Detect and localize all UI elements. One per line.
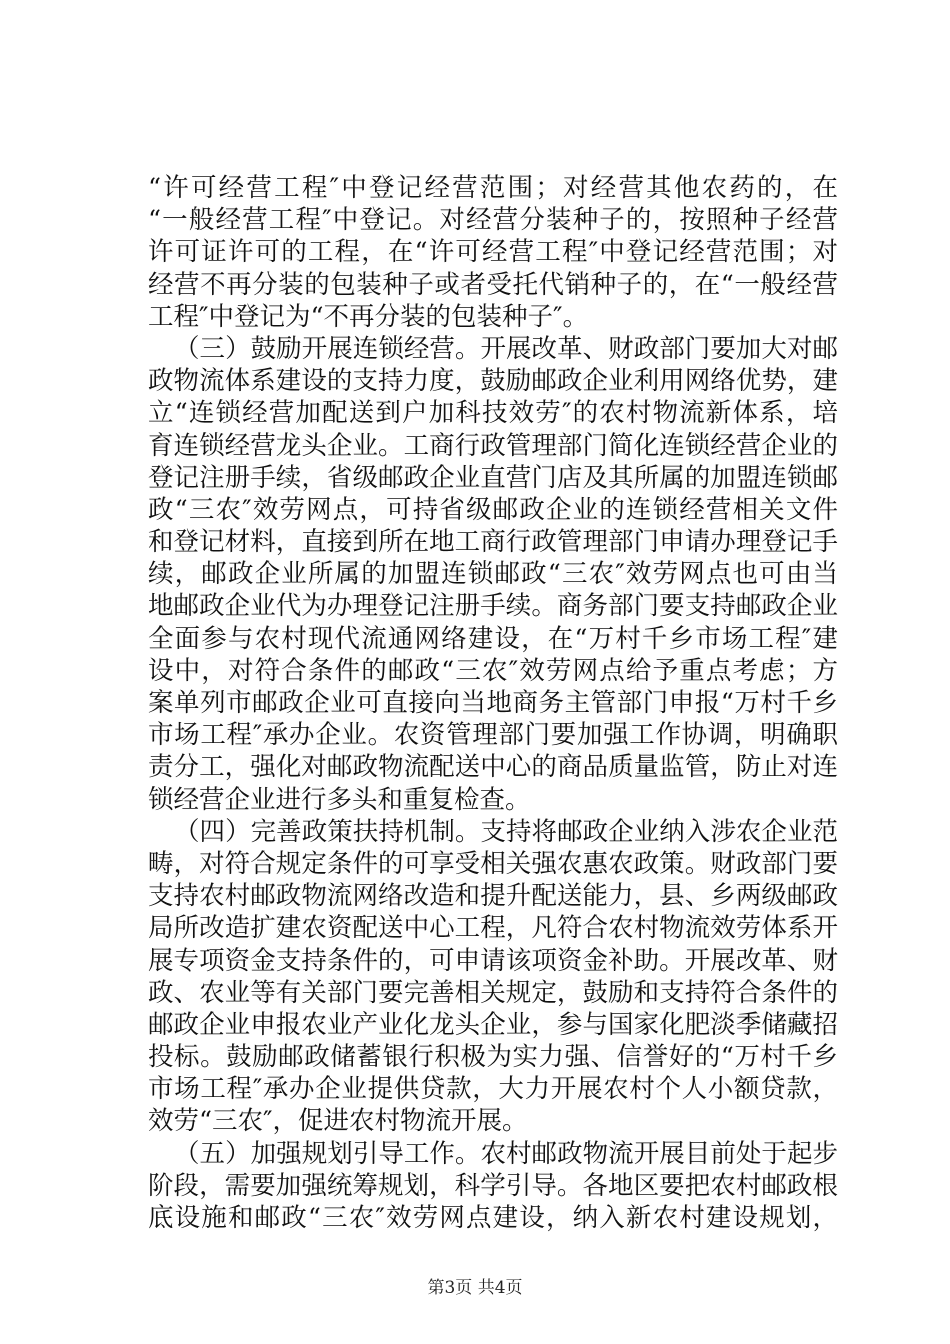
text-line: 锁经营企业进行多头和重复检查。 xyxy=(148,784,531,815)
text-line: 经营不再分装的包装种子或者受托代销种子的，在“一般经营 xyxy=(148,269,838,300)
text-line: 投标。鼓励邮政储蓄银行积极为实力强、信誉好的“万村千乡 xyxy=(148,1042,838,1073)
text-line: 政、农业等有关部门要完善相关规定，鼓励和支持符合条件的 xyxy=(148,977,838,1008)
text-line: 底设施和邮政“三农″效劳网点建设，纳入新农村建设规划， xyxy=(148,1203,838,1233)
text-line: 支持农村邮政物流网络改造和提升配送能力，县、乡两级邮政 xyxy=(148,881,838,912)
text-line: 市场工程″承办企业。农资管理部门要加强工作协调，明确职 xyxy=(148,720,838,751)
text-line: 和登记材料，直接到所在地工商行政管理部门申请办理登记手 xyxy=(148,527,838,558)
paragraph-heading-line: （四）完善政策扶持机制。支持将邮政企业纳入涉农企业范 xyxy=(174,816,838,847)
text-line: 阶段，需要加强统筹规划，科学引导。各地区要把农村邮政根 xyxy=(148,1170,838,1201)
paragraph-heading-line: （三）鼓励开展连锁经营。开展改革、财政部门要加大对邮 xyxy=(174,333,838,364)
text-line: 设中，对符合条件的邮政“三农″效劳网点给予重点考虑；方 xyxy=(148,655,838,686)
text-line: 育连锁经营龙头企业。工商行政管理部门简化连锁经营企业的 xyxy=(148,430,838,461)
document-body xyxy=(148,172,838,1234)
text-line: “许可经营工程″中登记经营范围；对经营其他农药的，在 xyxy=(148,173,838,203)
text-line: 工程″中登记为“不再分装的包装种子″。 xyxy=(148,301,589,332)
text-line: 地邮政企业代为办理登记注册手续。商务部门要支持邮政企业 xyxy=(148,591,838,622)
text-line: 政物流体系建设的支持力度，鼓励邮政企业利用网络优势，建 xyxy=(148,366,838,397)
text-line: 案单列市邮政企业可直接向当地商务主管部门申报“万村千乡 xyxy=(148,688,838,718)
text-line: 责分工，强化对邮政物流配送中心的商品质量监管，防止对连 xyxy=(148,752,838,783)
text-line: 立“连锁经营加配送到户加科技效劳″的农村物流新体系，培 xyxy=(148,398,838,429)
text-line: 效劳“三农″，促进农村物流开展。 xyxy=(148,1106,528,1137)
text-line: “一般经营工程″中登记。对经营分装种子的，按照种子经营 xyxy=(148,205,838,236)
text-line: 邮政企业申报农业产业化龙头企业，参与国家化肥淡季储藏招 xyxy=(148,1009,838,1040)
text-line: 政“三农″效劳网点，可持省级邮政企业的连锁经营相关文件 xyxy=(148,494,838,525)
text-line: 市场工程″承办企业提供贷款，大力开展农村个人小额贷款， xyxy=(148,1074,838,1105)
text-line: 畴，对符合规定条件的可享受相关强农惠农政策。财政部门要 xyxy=(148,848,838,879)
text-line: 许可证许可的工程，在“许可经营工程″中登记经营范围；对 xyxy=(148,237,838,268)
text-line: 续，邮政企业所属的加盟连锁邮政“三农″效劳网点也可由当 xyxy=(148,559,838,590)
text-line: 全面参与农村现代流通网络建设，在“万村千乡市场工程″建 xyxy=(148,623,838,654)
paragraph-heading-line: （五）加强规划引导工作。农村邮政物流开展目前处于起步 xyxy=(174,1138,838,1169)
page-number-footer: 第3页 共4页 xyxy=(427,1278,523,1298)
text-line: 登记注册手续，省级邮政企业直营门店及其所属的加盟连锁邮 xyxy=(148,462,838,493)
text-line: 局所改造扩建农资配送中心工程，凡符合农村物流效劳体系开 xyxy=(148,913,838,944)
text-line: 展专项资金支持条件的，可申请该项资金补助。开展改革、财 xyxy=(148,945,838,976)
